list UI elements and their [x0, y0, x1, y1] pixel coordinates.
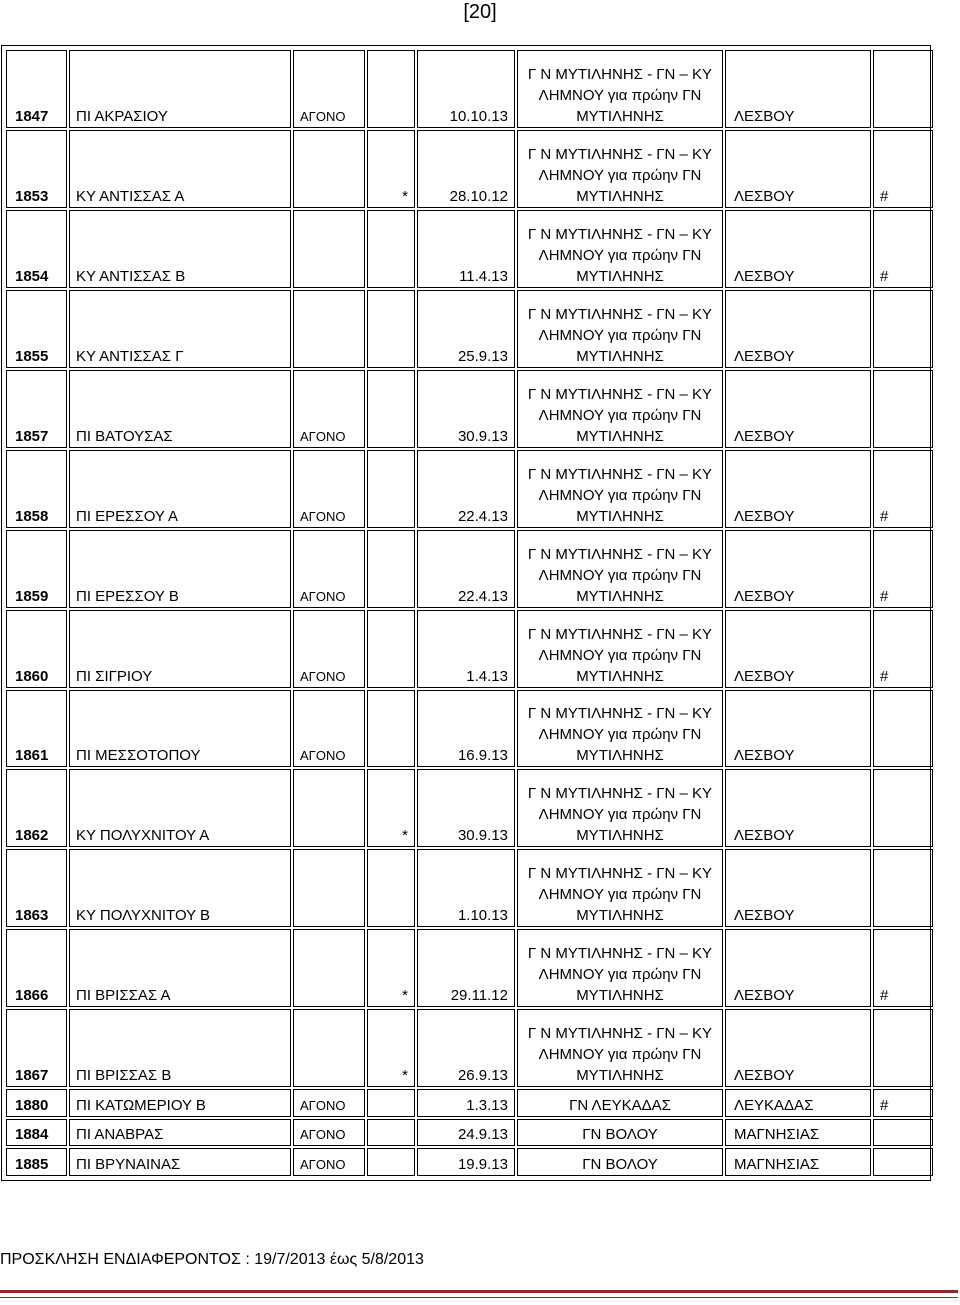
cell-date: 24.9.13 — [417, 1119, 515, 1147]
cell-code: 1855 — [6, 290, 67, 368]
hospital-line: ΛΗΜΝΟΥ για πρώην ΓΝ — [538, 646, 702, 664]
cell-unit-name: ΠΙ ΕΡΕΣΣΟΥ Α — [69, 450, 291, 528]
cell-code: 1853 — [6, 130, 67, 208]
cell-type — [293, 130, 365, 208]
cell-mark — [873, 1119, 933, 1147]
cell-type: ΑΓΟΝΟ — [293, 690, 365, 768]
cell-type: ΑΓΟΝΟ — [293, 50, 365, 128]
cell-hospital — [517, 1009, 723, 1087]
cell-date: 16.9.13 — [417, 690, 515, 768]
hospital-line: Γ Ν ΜΥΤΙΛΗΝΗΣ - ΓΝ – ΚΥ — [527, 145, 713, 163]
hospital-line: Γ Ν ΜΥΤΙΛΗΝΗΣ - ΓΝ – ΚΥ — [527, 1025, 713, 1043]
cell-mark: # — [873, 929, 933, 1007]
cell-prefecture: ΛΕΣΒΟΥ — [725, 769, 871, 847]
hospital-line: ΜΥΤΙΛΗΝΗΣ — [576, 747, 664, 765]
cell-mark: # — [873, 210, 933, 288]
cell-prefecture: ΛΕΣΒΟΥ — [725, 290, 871, 368]
cell-date: 1.10.13 — [417, 849, 515, 927]
table-row — [6, 450, 933, 528]
cell-date: 22.4.13 — [417, 450, 515, 528]
cell-star — [367, 530, 415, 608]
hospital-line: Γ Ν ΜΥΤΙΛΗΝΗΣ - ΓΝ – ΚΥ — [527, 625, 713, 643]
hospital-line: ΛΗΜΝΟΥ για πρώην ΓΝ — [538, 486, 702, 504]
cell-code: 1857 — [6, 370, 67, 448]
hospital-line: ΛΗΜΝΟΥ για πρώην ΓΝ — [538, 406, 702, 424]
table-row — [6, 769, 933, 847]
cell-mark — [873, 1009, 933, 1087]
cell-type — [293, 290, 365, 368]
cell-code: 1885 — [6, 1148, 67, 1176]
hospital-line: ΛΗΜΝΟΥ για πρώην ΓΝ — [538, 326, 702, 344]
cell-star — [367, 210, 415, 288]
hospital-line: Γ Ν ΜΥΤΙΛΗΝΗΣ - ΓΝ – ΚΥ — [527, 785, 713, 803]
cell-code: 1861 — [6, 690, 67, 768]
hospital-line: Γ Ν ΜΥΤΙΛΗΝΗΣ - ΓΝ – ΚΥ — [527, 225, 713, 243]
cell-date: 11.4.13 — [417, 210, 515, 288]
cell-hospital — [517, 210, 723, 288]
hospital-line: ΛΗΜΝΟΥ για πρώην ΓΝ — [538, 86, 702, 104]
cell-star — [367, 610, 415, 688]
table-row — [6, 610, 933, 688]
table-row — [6, 849, 933, 927]
cell-date: 26.9.13 — [417, 1009, 515, 1087]
hospital-line: ΓΝ ΒΟΛΟΥ — [582, 1156, 658, 1173]
cell-date: 22.4.13 — [417, 530, 515, 608]
table-row — [6, 370, 933, 448]
hospital-line: Γ Ν ΜΥΤΙΛΗΝΗΣ - ΓΝ – ΚΥ — [527, 65, 713, 83]
cell-code: 1858 — [6, 450, 67, 528]
cell-date: 25.9.13 — [417, 290, 515, 368]
cell-type: ΑΓΟΝΟ — [293, 610, 365, 688]
cell-star: * — [367, 929, 415, 1007]
cell-type — [293, 1009, 365, 1087]
table-row — [6, 1089, 933, 1117]
hospital-line: Γ Ν ΜΥΤΙΛΗΝΗΣ - ΓΝ – ΚΥ — [527, 705, 713, 723]
cell-code: 1847 — [6, 50, 67, 128]
cell-type: ΑΓΟΝΟ — [293, 1148, 365, 1176]
cell-hospital — [517, 50, 723, 128]
cell-mark — [873, 769, 933, 847]
cell-date: 10.10.13 — [417, 50, 515, 128]
hospital-line: ΛΗΜΝΟΥ για πρώην ΓΝ — [538, 1046, 702, 1064]
hospital-line: ΜΥΤΙΛΗΝΗΣ — [576, 507, 664, 525]
table-row — [6, 929, 933, 1007]
cell-type: ΑΓΟΝΟ — [293, 530, 365, 608]
hospital-line: Γ Ν ΜΥΤΙΛΗΝΗΣ - ΓΝ – ΚΥ — [527, 945, 713, 963]
cell-unit-name: ΠΙ ΒΡΙΣΣΑΣ Α — [69, 929, 291, 1007]
cell-prefecture: ΜΑΓΝΗΣΙΑΣ — [725, 1119, 871, 1147]
cell-prefecture: ΛΕΣΒΟΥ — [725, 610, 871, 688]
cell-code: 1860 — [6, 610, 67, 688]
hospital-line: Γ Ν ΜΥΤΙΛΗΝΗΣ - ΓΝ – ΚΥ — [527, 465, 713, 483]
cell-date: 28.10.12 — [417, 130, 515, 208]
cell-star: * — [367, 130, 415, 208]
cell-star: * — [367, 769, 415, 847]
cell-mark: # — [873, 610, 933, 688]
cell-prefecture: ΛΕΣΒΟΥ — [725, 50, 871, 128]
table-row — [6, 290, 933, 368]
cell-mark: # — [873, 530, 933, 608]
cell-code: 1884 — [6, 1119, 67, 1147]
cell-prefecture: ΛΕΣΒΟΥ — [725, 929, 871, 1007]
hospital-line: Γ Ν ΜΥΤΙΛΗΝΗΣ - ΓΝ – ΚΥ — [527, 545, 713, 563]
hospital-line: ΛΗΜΝΟΥ για πρώην ΓΝ — [538, 566, 702, 584]
footer-note: ΠΡΟΣΚΛΗΣΗ ΕΝΔΙΑΦΕΡΟΝΤΟΣ : 19/7/2013 έως 5/8/2013 — [0, 1251, 424, 1268]
cell-type — [293, 929, 365, 1007]
cell-mark: # — [873, 450, 933, 528]
cell-hospital — [517, 1148, 723, 1176]
cell-code: 1863 — [6, 849, 67, 927]
cell-unit-name: ΠΙ ΕΡΕΣΣΟΥ Β — [69, 530, 291, 608]
hospital-line: ΜΥΤΙΛΗΝΗΣ — [576, 347, 664, 365]
cell-unit-name: ΠΙ ΒΡΥΝΑΙΝΑΣ — [69, 1148, 291, 1176]
hospital-line: ΜΥΤΙΛΗΝΗΣ — [576, 267, 664, 285]
cell-hospital — [517, 769, 723, 847]
footer-rule — [0, 1290, 958, 1298]
table-row — [6, 1119, 933, 1147]
cell-unit-name: ΚΥ ΑΝΤΙΣΣΑΣ Γ — [69, 290, 291, 368]
cell-mark — [873, 849, 933, 927]
cell-prefecture: ΛΕΣΒΟΥ — [725, 1009, 871, 1087]
cell-prefecture: ΛΕΣΒΟΥ — [725, 370, 871, 448]
hospital-line: ΜΥΤΙΛΗΝΗΣ — [576, 667, 664, 685]
cell-star — [367, 849, 415, 927]
hospital-line: ΛΗΜΝΟΥ για πρώην ΓΝ — [538, 806, 702, 824]
cell-hospital — [517, 370, 723, 448]
cell-mark: # — [873, 130, 933, 208]
hospital-line: Γ Ν ΜΥΤΙΛΗΝΗΣ - ΓΝ – ΚΥ — [527, 385, 713, 403]
cell-hospital — [517, 610, 723, 688]
hospital-line: Γ Ν ΜΥΤΙΛΗΝΗΣ - ΓΝ – ΚΥ — [527, 305, 713, 323]
cell-type: ΑΓΟΝΟ — [293, 1119, 365, 1147]
cell-mark — [873, 690, 933, 768]
cell-prefecture: ΛΕΣΒΟΥ — [725, 530, 871, 608]
cell-unit-name: ΠΙ ΑΝΑΒΡΑΣ — [69, 1119, 291, 1147]
table-row — [6, 1148, 933, 1176]
cell-date: 1.4.13 — [417, 610, 515, 688]
cell-prefecture: ΜΑΓΝΗΣΙΑΣ — [725, 1148, 871, 1176]
cell-hospital — [517, 290, 723, 368]
cell-hospital — [517, 929, 723, 1007]
cell-hospital — [517, 130, 723, 208]
hospital-line: ΛΗΜΝΟΥ για πρώην ΓΝ — [538, 166, 702, 184]
cell-mark — [873, 370, 933, 448]
cell-mark — [873, 1148, 933, 1176]
cell-star — [367, 690, 415, 768]
cell-unit-name: ΚΥ ΠΟΛΥΧΝΙΤΟΥ Β — [69, 849, 291, 927]
cell-star — [367, 1119, 415, 1147]
cell-date: 30.9.13 — [417, 370, 515, 448]
cell-prefecture: ΛΕΣΒΟΥ — [725, 690, 871, 768]
cell-mark — [873, 50, 933, 128]
cell-star — [367, 1089, 415, 1117]
table-row — [6, 130, 933, 208]
table-row — [6, 530, 933, 608]
hospital-line: ΜΥΤΙΛΗΝΗΣ — [576, 907, 664, 925]
cell-code: 1866 — [6, 929, 67, 1007]
cell-hospital — [517, 1119, 723, 1147]
table-row — [6, 50, 933, 128]
hospital-line: ΛΗΜΝΟΥ για πρώην ΓΝ — [538, 886, 702, 904]
hospital-line: ΜΥΤΙΛΗΝΗΣ — [576, 187, 664, 205]
cell-prefecture: ΛΕΣΒΟΥ — [725, 210, 871, 288]
cell-code: 1854 — [6, 210, 67, 288]
cell-type: ΑΓΟΝΟ — [293, 370, 365, 448]
cell-unit-name: ΠΙ ΣΙΓΡΙΟΥ — [69, 610, 291, 688]
cell-code: 1880 — [6, 1089, 67, 1117]
cell-star — [367, 450, 415, 528]
cell-star — [367, 290, 415, 368]
hospital-line: ΛΗΜΝΟΥ για πρώην ΓΝ — [538, 966, 702, 984]
hospital-line: ΜΥΤΙΛΗΝΗΣ — [576, 987, 664, 1005]
cell-code: 1859 — [6, 530, 67, 608]
cell-mark — [873, 290, 933, 368]
cell-hospital — [517, 849, 723, 927]
hospital-line: ΓΝ ΛΕΥΚΑΔΑΣ — [569, 1096, 671, 1114]
hospital-line: ΜΥΤΙΛΗΝΗΣ — [576, 427, 664, 445]
table-row — [6, 210, 933, 288]
table-row — [6, 1009, 933, 1087]
hospital-line: ΜΥΤΙΛΗΝΗΣ — [576, 827, 664, 845]
hospital-line: ΜΥΤΙΛΗΝΗΣ — [576, 587, 664, 605]
cell-date: 30.9.13 — [417, 769, 515, 847]
cell-hospital — [517, 450, 723, 528]
cell-unit-name: ΠΙ ΚΑΤΩΜΕΡΙΟΥ Β — [69, 1089, 291, 1117]
cell-unit-name: ΠΙ ΒΡΙΣΣΑΣ Β — [69, 1009, 291, 1087]
hospital-line: Γ Ν ΜΥΤΙΛΗΝΗΣ - ΓΝ – ΚΥ — [527, 865, 713, 883]
cell-code: 1862 — [6, 769, 67, 847]
hospital-line: ΓΝ ΒΟΛΟΥ — [582, 1126, 658, 1144]
cell-date: 29.11.12 — [417, 929, 515, 1007]
cell-type: ΑΓΟΝΟ — [293, 450, 365, 528]
hospital-line: ΜΥΤΙΛΗΝΗΣ — [576, 1067, 664, 1085]
cell-star: * — [367, 1009, 415, 1087]
hospital-line: ΜΥΤΙΛΗΝΗΣ — [576, 107, 664, 125]
cell-type: ΑΓΟΝΟ — [293, 1089, 365, 1117]
cell-mark: # — [873, 1089, 933, 1117]
cell-code: 1867 — [6, 1009, 67, 1087]
cell-type — [293, 210, 365, 288]
cell-date: 19.9.13 — [417, 1148, 515, 1176]
vacancy-table — [1, 45, 931, 1181]
cell-unit-name: ΠΙ ΜΕΣΣΟΤΟΠΟΥ — [69, 690, 291, 768]
cell-unit-name: ΚΥ ΑΝΤΙΣΣΑΣ Α — [69, 130, 291, 208]
table-row — [6, 690, 933, 768]
cell-prefecture: ΛΕΣΒΟΥ — [725, 130, 871, 208]
page-number: [20] — [463, 1, 497, 23]
cell-prefecture: ΛΕΥΚΑΔΑΣ — [725, 1089, 871, 1117]
cell-hospital — [517, 690, 723, 768]
cell-prefecture: ΛΕΣΒΟΥ — [725, 450, 871, 528]
cell-star — [367, 370, 415, 448]
hospital-line: ΛΗΜΝΟΥ για πρώην ΓΝ — [538, 726, 702, 744]
cell-unit-name: ΠΙ ΒΑΤΟΥΣΑΣ — [69, 370, 291, 448]
cell-unit-name: ΠΙ ΑΚΡΑΣΙΟΥ — [69, 50, 291, 128]
hospital-line: ΛΗΜΝΟΥ για πρώην ΓΝ — [538, 246, 702, 264]
cell-unit-name: ΚΥ ΑΝΤΙΣΣΑΣ Β — [69, 210, 291, 288]
cell-prefecture: ΛΕΣΒΟΥ — [725, 849, 871, 927]
cell-type — [293, 849, 365, 927]
cell-star — [367, 50, 415, 128]
cell-type — [293, 769, 365, 847]
cell-hospital — [517, 530, 723, 608]
cell-hospital — [517, 1089, 723, 1117]
cell-date: 1.3.13 — [417, 1089, 515, 1117]
cell-unit-name: ΚΥ ΠΟΛΥΧΝΙΤΟΥ Α — [69, 769, 291, 847]
cell-star — [367, 1148, 415, 1176]
